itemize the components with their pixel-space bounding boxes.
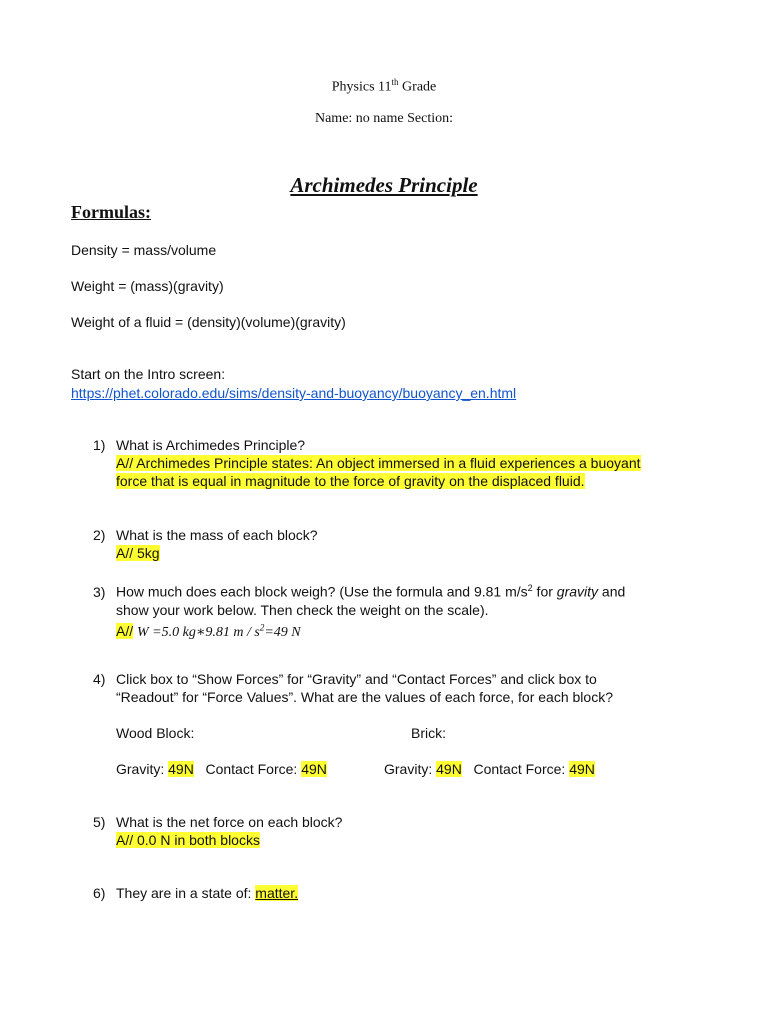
answer-1-line-2: force that is equal in magnitude to the force of gravity on the displaced fluid.: [116, 473, 585, 489]
answer-5: A// 0.0 N in both blocks: [116, 832, 260, 848]
wood-contact-value: 49N: [301, 761, 327, 777]
question-1: 1) What is Archimedes Principle? A// Archimedes Principle states: An object immersed in a fluid experiences a buoyant force that is equal in magnitude to the force of gravity on the displaced fluid.: [93, 437, 641, 489]
question-6: 6) They are in a state of: matter.: [93, 885, 299, 901]
weight-equation: W =5.0 kg∗9.81 $m / s^2=49$ N: [137, 622, 301, 641]
question-2: 2) What is the mass of each block? A// 5kg: [93, 527, 318, 561]
brick-gravity-value: 49N: [436, 761, 462, 777]
formula-density: Density = mass/volume: [71, 242, 217, 258]
phet-sim-link[interactable]: https://phet.colorado.edu/sims/density-and-buoyancy/buoyancy_en.html: [71, 385, 517, 401]
intro-text: Start on the Intro screen:: [71, 366, 226, 382]
wood-gravity-value: 49N: [168, 761, 194, 777]
course-title: Physics 11th Grade: [331, 77, 437, 95]
answer-2: A// 5kg: [116, 545, 160, 561]
answer-3: A// W =5.0 kg∗9.81 $m / s^2=49$ N: [116, 622, 301, 641]
wood-block-forces: Gravity: 49N Contact Force: 49N: [116, 761, 327, 777]
page-title: Archimedes Principle: [290, 173, 478, 197]
answer-6: matter.: [255, 885, 299, 901]
brick-forces: Gravity: 49N Contact Force: 49N: [384, 761, 595, 777]
wood-block-label: Wood Block:: [116, 725, 195, 741]
question-3: 3) How much does each block weigh? (Use the formula and 9.81 $m/s^2$ for gravity and show your work below. Then check the weight on the scale). A// W =5.0 kg∗9.81 $m / s^2=49$ N: [93, 579, 693, 642]
formula-weight: Weight = (mass)(gravity): [71, 278, 224, 294]
brick-label: Brick:: [411, 725, 446, 741]
name-section-line: Name: no name Section:: [314, 111, 454, 126]
formula-fluid-weight: Weight of a fluid = (density)(volume)(gravity): [71, 314, 346, 330]
question-4: 4) Click box to “Show Forces” for “Gravity” and “Contact Forces” and click box to “Readout” for “Force Values”. What are the values of each force, for each block?: [93, 671, 613, 705]
brick-contact-value: 49N: [569, 761, 595, 777]
question-5: 5) What is the net force on each block? A// 0.0 N in both blocks: [93, 814, 343, 848]
formulas-heading: Formulas:: [71, 202, 151, 222]
answer-1-line-1: A// Archimedes Principle states: An object immersed in a fluid experiences a buoyant: [116, 455, 641, 471]
